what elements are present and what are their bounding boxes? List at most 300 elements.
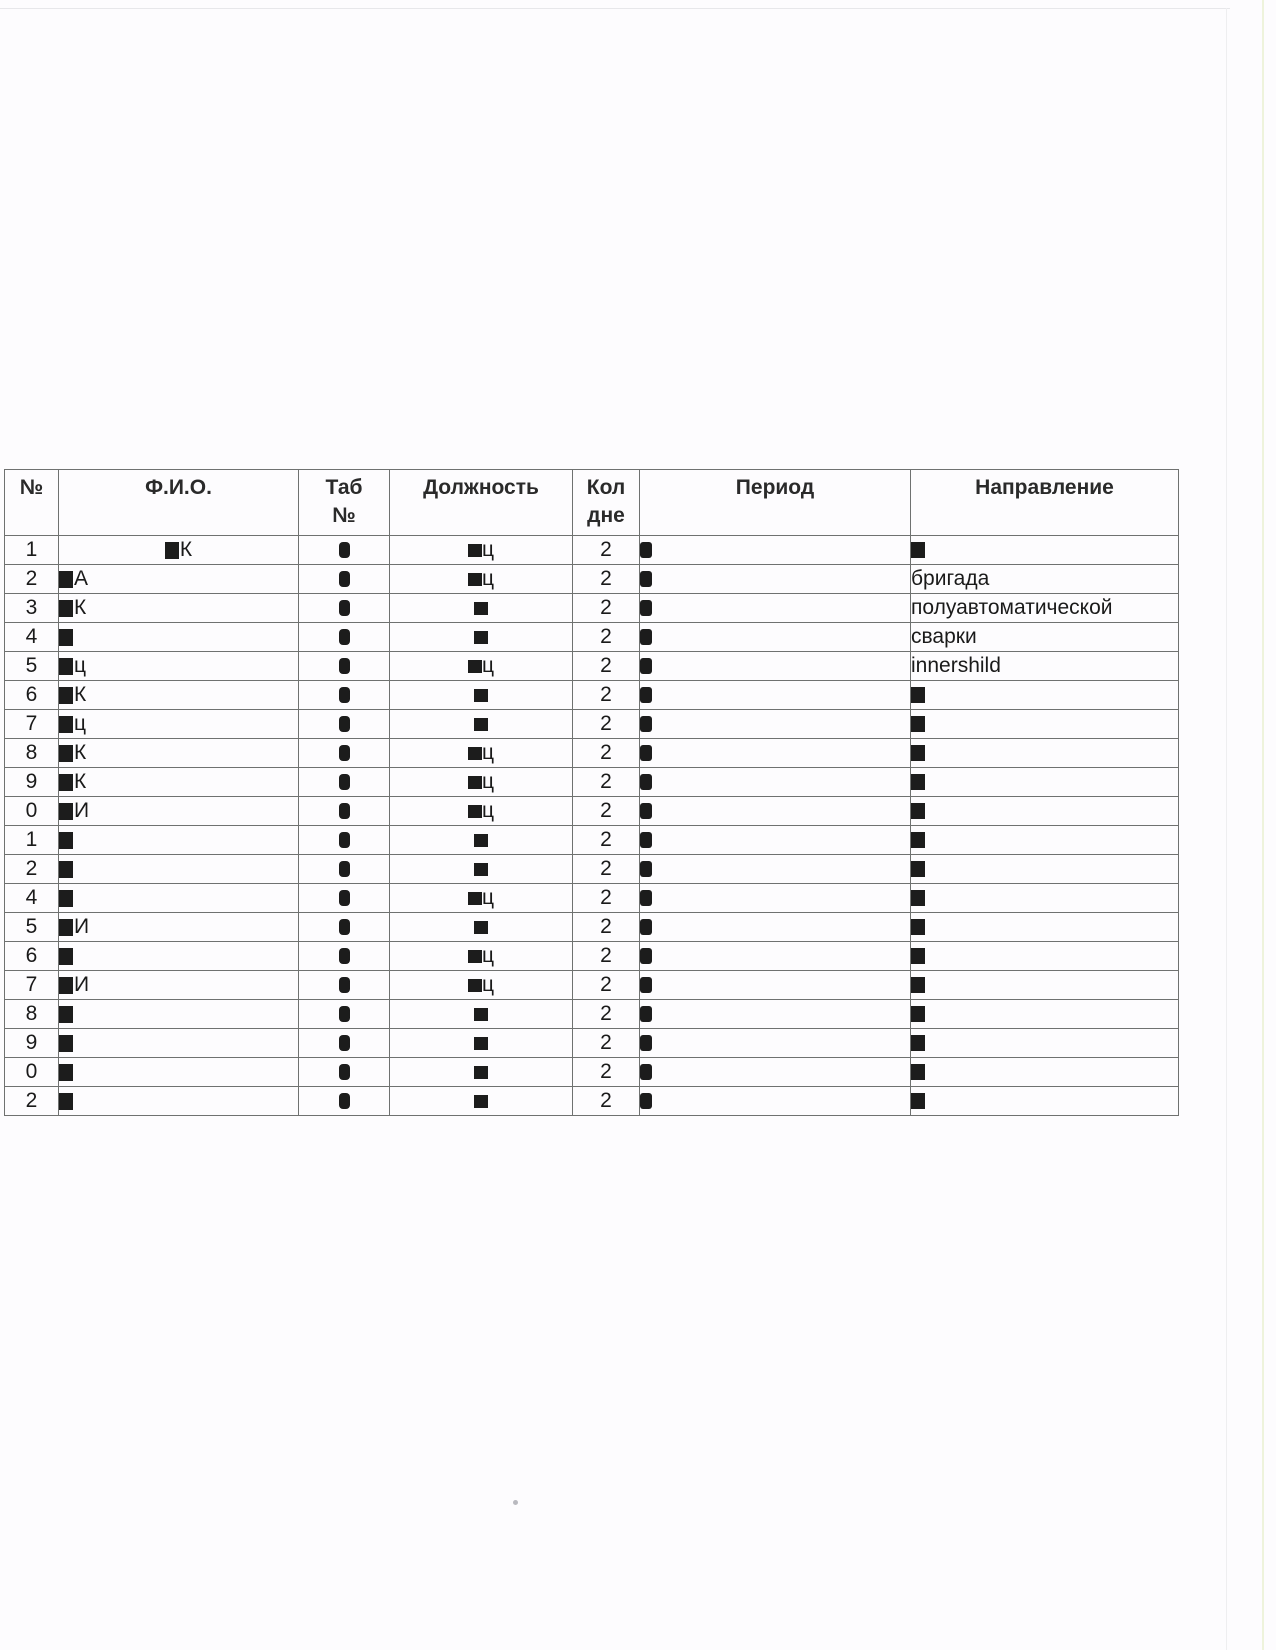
redacted-tab-number (339, 745, 350, 761)
redacted-period (640, 1035, 652, 1051)
redacted-direction (911, 948, 925, 964)
tab-number-cell (299, 1087, 390, 1116)
table-row (5, 884, 1179, 913)
position-visible-fragment: ц (481, 770, 495, 793)
days-cell (573, 1029, 640, 1058)
redacted-position (468, 805, 482, 818)
tab-number-cell (299, 536, 390, 565)
table-row (5, 826, 1179, 855)
position-cell (390, 652, 573, 681)
fio-cell (59, 652, 299, 681)
days-count: 2 (600, 915, 612, 938)
row-number: 5 (25, 654, 38, 677)
direction-text: бригада (911, 567, 990, 590)
redacted-period (640, 948, 652, 964)
direction-cell (911, 826, 1179, 855)
days-count: 2 (600, 741, 612, 764)
direction-cell (911, 1087, 1179, 1116)
period-cell (640, 826, 911, 855)
days-cell (573, 884, 640, 913)
redacted-direction (911, 803, 925, 819)
days-cell (573, 652, 640, 681)
row-number-cell (5, 1058, 59, 1087)
row-number-cell (5, 797, 59, 826)
days-cell (573, 942, 640, 971)
days-cell (573, 971, 640, 1000)
scan-right-edge (1226, 8, 1227, 1650)
redacted-fio (59, 716, 73, 733)
redacted-tab-number (339, 1006, 350, 1022)
period-cell (640, 594, 911, 623)
fio-cell (59, 565, 299, 594)
days-count: 2 (600, 1060, 612, 1083)
tab-number-cell (299, 913, 390, 942)
days-count: 2 (600, 683, 612, 706)
redacted-period (640, 774, 652, 790)
redacted-period (640, 629, 652, 645)
direction-cell (911, 913, 1179, 942)
tab-number-cell (299, 797, 390, 826)
table-row (5, 652, 1179, 681)
scan-speck (513, 1500, 518, 1505)
redacted-fio (59, 629, 73, 646)
redacted-tab-number (339, 687, 350, 703)
fio-cell (59, 913, 299, 942)
days-cell (573, 594, 640, 623)
redacted-position (468, 573, 482, 586)
table-row (5, 942, 1179, 971)
position-cell (390, 913, 573, 942)
redacted-tab-number (339, 1064, 350, 1080)
redacted-fio (59, 803, 73, 820)
period-cell (640, 1029, 911, 1058)
tab-number-cell (299, 971, 390, 1000)
tab-number-cell (299, 681, 390, 710)
days-cell (573, 536, 640, 565)
row-number: 6 (25, 944, 38, 967)
redacted-fio (59, 658, 73, 675)
period-cell (640, 1087, 911, 1116)
days-count: 2 (600, 1031, 612, 1054)
position-cell (390, 884, 573, 913)
row-number: 5 (25, 915, 38, 938)
redacted-position (474, 921, 488, 934)
fio-visible-fragment: И (74, 915, 90, 938)
days-count: 2 (600, 712, 612, 735)
row-number-cell (5, 768, 59, 797)
period-cell (640, 768, 911, 797)
position-visible-fragment: ц (481, 654, 495, 677)
days-count: 2 (600, 596, 612, 619)
redacted-position (474, 689, 488, 702)
row-number: 4 (25, 886, 38, 909)
redacted-fio (59, 832, 73, 849)
fio-cell (59, 1000, 299, 1029)
tab-number-cell (299, 594, 390, 623)
redacted-tab-number (339, 600, 350, 616)
days-count: 2 (600, 654, 612, 677)
period-cell (640, 623, 911, 652)
redacted-tab-number (339, 861, 350, 877)
days-count: 2 (600, 567, 612, 590)
redacted-fio (59, 774, 73, 791)
redacted-period (640, 890, 652, 906)
redacted-fio (59, 687, 73, 704)
redacted-direction (911, 774, 925, 790)
days-cell (573, 681, 640, 710)
redacted-direction (911, 687, 925, 703)
fio-cell (59, 1087, 299, 1116)
fio-cell (59, 1058, 299, 1087)
position-cell (390, 623, 573, 652)
row-number-cell (5, 536, 59, 565)
redacted-position (474, 1095, 488, 1108)
redacted-direction (911, 890, 925, 906)
header-days-line1: Кол (586, 476, 626, 499)
table-row (5, 594, 1179, 623)
direction-cell (911, 768, 1179, 797)
row-number: 7 (25, 973, 38, 996)
position-cell (390, 1087, 573, 1116)
fio-cell (59, 768, 299, 797)
redacted-direction (911, 861, 925, 877)
tab-number-cell (299, 884, 390, 913)
days-count: 2 (600, 973, 612, 996)
fio-cell (59, 1029, 299, 1058)
tab-number-cell (299, 565, 390, 594)
redacted-tab-number (339, 716, 350, 732)
redacted-fio (59, 1064, 73, 1081)
redacted-direction (911, 1035, 925, 1051)
tab-number-cell (299, 710, 390, 739)
table-row (5, 681, 1179, 710)
redacted-direction (911, 1093, 925, 1109)
redacted-position (474, 1066, 488, 1079)
redacted-direction (911, 716, 925, 732)
redacted-direction (911, 1006, 925, 1022)
direction-cell (911, 594, 1179, 623)
position-cell (390, 855, 573, 884)
table-row (5, 536, 1179, 565)
row-number-cell (5, 681, 59, 710)
direction-text: innershild (911, 654, 1001, 677)
row-number: 7 (25, 712, 38, 735)
redacted-fio (165, 542, 179, 559)
row-number-cell (5, 565, 59, 594)
scan-top-edge (0, 8, 1230, 9)
position-cell (390, 1029, 573, 1058)
row-number: 1 (25, 538, 38, 561)
fio-cell (59, 710, 299, 739)
table-row (5, 855, 1179, 884)
fio-cell (59, 594, 299, 623)
redacted-period (640, 571, 652, 587)
redacted-fio (59, 919, 73, 936)
redacted-position (474, 631, 488, 644)
redacted-period (640, 1093, 652, 1109)
period-cell (640, 652, 911, 681)
redacted-position (468, 979, 482, 992)
header-days-line2: дне (587, 504, 625, 527)
fio-visible-fragment: И (74, 973, 90, 996)
direction-cell (911, 971, 1179, 1000)
table-row (5, 1087, 1179, 1116)
redacted-position (474, 1037, 488, 1050)
direction-cell (911, 536, 1179, 565)
days-cell (573, 710, 640, 739)
fio-visible-fragment: К (74, 596, 87, 619)
position-cell (390, 594, 573, 623)
header-position: Должность (390, 470, 573, 536)
position-cell (390, 710, 573, 739)
redacted-direction (911, 1064, 925, 1080)
fio-cell (59, 942, 299, 971)
days-cell (573, 739, 640, 768)
days-cell (573, 826, 640, 855)
table-row (5, 565, 1179, 594)
table-row (5, 739, 1179, 768)
redacted-fio (59, 977, 73, 994)
fio-visible-fragment: К (74, 770, 87, 793)
row-number-cell (5, 855, 59, 884)
days-cell (573, 855, 640, 884)
redacted-fio (59, 890, 73, 907)
table-row (5, 1029, 1179, 1058)
redacted-position (474, 863, 488, 876)
position-cell (390, 971, 573, 1000)
fio-visible-fragment: К (179, 538, 193, 561)
days-cell (573, 1058, 640, 1087)
row-number-cell (5, 652, 59, 681)
row-number: 2 (25, 1089, 38, 1112)
table-row (5, 1058, 1179, 1087)
fio-visible-fragment: К (74, 741, 87, 764)
row-number-cell (5, 971, 59, 1000)
header-num: № (5, 470, 59, 536)
redacted-fio (59, 948, 73, 965)
period-cell (640, 710, 911, 739)
row-number-cell (5, 826, 59, 855)
row-number: 2 (25, 567, 38, 590)
fio-cell (59, 681, 299, 710)
direction-cell (911, 623, 1179, 652)
redacted-tab-number (339, 542, 350, 558)
period-cell (640, 565, 911, 594)
redacted-fio (59, 745, 73, 762)
redacted-tab-number (339, 774, 350, 790)
redacted-position (474, 1008, 488, 1021)
direction-cell (911, 739, 1179, 768)
row-number: 8 (25, 741, 38, 764)
table-row (5, 971, 1179, 1000)
period-cell (640, 536, 911, 565)
redacted-tab-number (339, 890, 350, 906)
days-count: 2 (600, 538, 612, 561)
redacted-period (640, 658, 652, 674)
redacted-position (468, 544, 482, 557)
tab-number-cell (299, 623, 390, 652)
period-cell (640, 884, 911, 913)
redacted-position (468, 660, 482, 673)
tab-number-cell (299, 768, 390, 797)
position-cell (390, 739, 573, 768)
redacted-direction (911, 977, 925, 993)
fio-cell (59, 739, 299, 768)
period-cell (640, 971, 911, 1000)
fio-cell (59, 971, 299, 1000)
position-cell (390, 1058, 573, 1087)
redacted-fio (59, 600, 73, 617)
redacted-position (474, 602, 488, 615)
direction-cell (911, 1029, 1179, 1058)
period-cell (640, 681, 911, 710)
redacted-tab-number (339, 1093, 350, 1109)
table-row (5, 1000, 1179, 1029)
direction-cell (911, 710, 1179, 739)
position-visible-fragment: ц (481, 944, 495, 967)
row-number-cell (5, 710, 59, 739)
row-number: 0 (25, 1060, 38, 1083)
row-number: 4 (25, 625, 38, 648)
days-cell (573, 1000, 640, 1029)
header-tab-line2: № (332, 504, 356, 527)
redacted-fio (59, 1035, 73, 1052)
row-number-cell (5, 1029, 59, 1058)
direction-cell (911, 1000, 1179, 1029)
position-cell (390, 565, 573, 594)
table-header-row (5, 470, 1179, 536)
days-cell (573, 623, 640, 652)
days-count: 2 (600, 944, 612, 967)
table-row (5, 623, 1179, 652)
redacted-tab-number (339, 1035, 350, 1051)
fio-visible-fragment: А (74, 567, 89, 590)
days-count: 2 (600, 1089, 612, 1112)
table-body (5, 536, 1179, 1116)
tab-number-cell (299, 652, 390, 681)
position-cell (390, 768, 573, 797)
redacted-direction (911, 832, 925, 848)
redacted-tab-number (339, 803, 350, 819)
row-number-cell (5, 913, 59, 942)
header-tab-line1: Таб (325, 476, 363, 499)
row-number: 0 (25, 799, 38, 822)
redacted-tab-number (339, 977, 350, 993)
days-cell (573, 1087, 640, 1116)
redacted-fio (59, 861, 73, 878)
redacted-period (640, 600, 652, 616)
redacted-direction (911, 745, 925, 761)
header-period: Период (640, 470, 911, 536)
days-count: 2 (600, 828, 612, 851)
row-number-cell (5, 1087, 59, 1116)
tab-number-cell (299, 1058, 390, 1087)
redacted-period (640, 919, 652, 935)
scan-right-border (1262, 0, 1264, 1650)
position-visible-fragment: ц (481, 886, 495, 909)
header-days (573, 470, 640, 536)
direction-cell (911, 652, 1179, 681)
position-visible-fragment: ц (481, 538, 495, 561)
days-cell (573, 797, 640, 826)
redacted-direction (911, 919, 925, 935)
position-visible-fragment: ц (481, 741, 495, 764)
redacted-fio (59, 1006, 73, 1023)
redacted-tab-number (339, 629, 350, 645)
redacted-period (640, 745, 652, 761)
row-number: 8 (25, 1002, 38, 1025)
period-cell (640, 913, 911, 942)
days-count: 2 (600, 625, 612, 648)
position-cell (390, 826, 573, 855)
fio-cell (59, 623, 299, 652)
fio-visible-fragment: ц (74, 654, 87, 677)
position-cell (390, 536, 573, 565)
redacted-tab-number (339, 832, 350, 848)
days-count: 2 (600, 799, 612, 822)
days-cell (573, 565, 640, 594)
header-tab (299, 470, 390, 536)
position-cell (390, 797, 573, 826)
roster-table (4, 469, 1179, 1116)
direction-text: полуавтоматической (911, 596, 1113, 619)
row-number-cell (5, 594, 59, 623)
redacted-fio (59, 571, 73, 588)
tab-number-cell (299, 739, 390, 768)
row-number: 1 (25, 828, 38, 851)
redacted-period (640, 861, 652, 877)
direction-cell (911, 855, 1179, 884)
redacted-tab-number (339, 948, 350, 964)
tab-number-cell (299, 826, 390, 855)
row-number: 3 (25, 596, 38, 619)
tab-number-cell (299, 1029, 390, 1058)
row-number-cell (5, 1000, 59, 1029)
table-row (5, 768, 1179, 797)
period-cell (640, 1000, 911, 1029)
days-count: 2 (600, 886, 612, 909)
direction-cell (911, 942, 1179, 971)
row-number: 9 (25, 770, 38, 793)
row-number-cell (5, 942, 59, 971)
redacted-tab-number (339, 571, 350, 587)
direction-cell (911, 681, 1179, 710)
days-cell (573, 768, 640, 797)
redacted-tab-number (339, 658, 350, 674)
period-cell (640, 942, 911, 971)
position-visible-fragment: ц (481, 973, 495, 996)
table-row (5, 797, 1179, 826)
position-visible-fragment: ц (481, 567, 495, 590)
period-cell (640, 739, 911, 768)
redacted-period (640, 716, 652, 732)
direction-text: сварки (911, 625, 977, 648)
header-fio: Ф.И.О. (59, 470, 299, 536)
tab-number-cell (299, 942, 390, 971)
days-count: 2 (600, 1002, 612, 1025)
row-number-cell (5, 739, 59, 768)
redacted-fio (59, 1093, 73, 1110)
redacted-period (640, 1064, 652, 1080)
redacted-position (468, 950, 482, 963)
fio-cell (59, 826, 299, 855)
days-cell (573, 913, 640, 942)
period-cell (640, 797, 911, 826)
tab-number-cell (299, 1000, 390, 1029)
redacted-tab-number (339, 919, 350, 935)
redacted-period (640, 803, 652, 819)
redacted-position (468, 747, 482, 760)
